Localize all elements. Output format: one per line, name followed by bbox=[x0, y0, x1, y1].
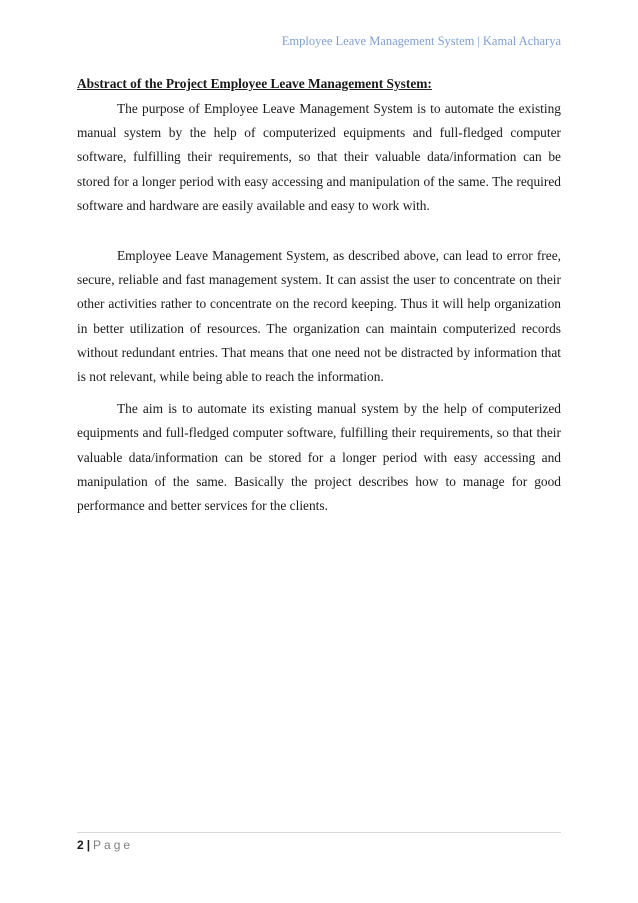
footer-divider bbox=[77, 832, 561, 833]
header-title: Employee Leave Management System bbox=[281, 34, 475, 48]
footer-separator: | bbox=[86, 838, 91, 852]
section-heading: Abstract of the Project Employee Leave Management System: bbox=[77, 76, 432, 91]
footer-page-number: 2 bbox=[77, 838, 84, 852]
header-author: Kamal Acharya bbox=[482, 34, 561, 48]
running-header bbox=[282, 34, 561, 49]
paragraph-aim: The aim is to automate its existing manual system by the help of computerized equipments and full-fledged computer software, fulfilling their requirements, so that their valuable data/information can be stored for a longer period with easy accessing and manipulation of the same. Basically the project describes how to manage for good performance and better services for the clients. bbox=[77, 401, 561, 514]
footer-page-word: Page bbox=[93, 838, 134, 852]
paragraph-benefits: Employee Leave Management System, as described above, can lead to error free, secure, reliable and fast management system. It can assist the user to concentrate on their other activities rather to concentrate on the record keeping. Thus it will help organization in better utilization of resources. The organization can maintain computerized records without redundant entries. That means that one need not be distracted by information that is not relevant, while being able to reach the information. bbox=[77, 248, 561, 385]
paragraph-purpose: The purpose of Employee Leave Management System is to automate the existing manual system by the help of computerized equipments and full-fledged computer software, fulfilling their requirements, so that their valuable data/information can be stored for a longer period with easy accessing and manipulation of the same. The required software and hardware are easily available and easy to work with. bbox=[77, 101, 561, 213]
header-separator: | bbox=[477, 34, 480, 48]
document-body bbox=[77, 75, 561, 518]
page-footer bbox=[77, 838, 133, 852]
